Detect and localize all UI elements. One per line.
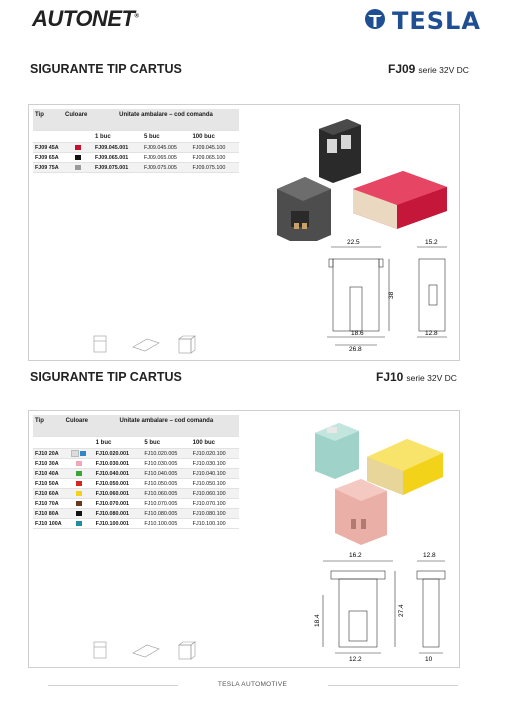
fuse-pink-icon: [335, 479, 387, 545]
dimension-drawing-fj09: [319, 237, 459, 353]
dim-side-top: 15.2: [425, 239, 438, 246]
autonet-logo: AUTONET®: [32, 6, 139, 31]
fuse-red-icon: [353, 171, 447, 229]
color-swatch: [75, 145, 81, 150]
fuse-teal-icon: [315, 423, 359, 479]
col-group: Unitate ambalare – cod comanda: [93, 109, 239, 131]
col-1buc: 1 buc: [94, 437, 143, 449]
color-swatch: [76, 481, 82, 486]
table-row: FJ10 100A FJ10.100.001 FJ10.100.005 FJ10.100.100: [33, 519, 239, 529]
table-row: FJ10 70A FJ10.070.001 FJ10.070.005 FJ10.070.100: [33, 499, 239, 509]
tesla-globe-icon: [364, 8, 386, 30]
color-swatch: [80, 451, 86, 456]
dim-side-bottom: 12.8: [425, 330, 438, 337]
table-row: FJ10 20A FJ10.020.001 FJ10.020.005 FJ10.020.100: [33, 449, 239, 459]
dim-side-top: 12.8: [423, 552, 436, 559]
dim-width-inner: 18.6: [351, 330, 364, 337]
dim-height-right: 27.4: [398, 604, 405, 617]
color-swatch: [75, 165, 81, 170]
color-swatch: [76, 511, 82, 516]
col-100buc: 100 buc: [191, 437, 239, 449]
fuse-photo-fj09: [269, 111, 459, 241]
color-swatch: [76, 471, 82, 476]
dim-width-bottom: 26.8: [349, 346, 362, 353]
front-view-icon: [94, 642, 106, 658]
table-row: FJ09 65A FJ09.065.001 FJ09.065.005 FJ09.065.100: [33, 153, 239, 163]
side-view-icon: [133, 645, 159, 657]
footer-text: TESLA AUTOMOTIVE: [217, 681, 288, 688]
product-table-fj10: [33, 415, 239, 529]
front-view-icon: [94, 336, 106, 352]
col-color: Culoare: [63, 109, 93, 131]
col-group: Unitate ambalare – cod comanda: [94, 415, 239, 437]
table-row: FJ10 30A FJ10.030.001 FJ10.030.005 FJ10.030.100: [33, 459, 239, 469]
product-panel-fj10: [28, 410, 460, 668]
color-swatch: [76, 501, 82, 506]
col-tip: Tip: [33, 415, 64, 437]
section-title-fj10: SIGURANTE TIP CARTUS: [30, 370, 182, 384]
product-panel-fj09: [28, 104, 460, 361]
fuse-yellow-icon: [367, 439, 443, 495]
col-color: Culoare: [64, 415, 94, 437]
section-code-fj09: FJ09 serie 32V DC: [388, 62, 469, 76]
col-1buc: 1 buc: [93, 131, 142, 143]
table-row: FJ09 45A FJ09.045.001 FJ09.045.005 FJ09.045.100: [33, 143, 239, 153]
table-row: FJ10 40A FJ10.040.001 FJ10.040.005 FJ10.040.100: [33, 469, 239, 479]
section-title-fj09: SIGURANTE TIP CARTUS: [30, 62, 182, 76]
col-tip: Tip: [33, 109, 63, 131]
dim-height: 38: [388, 291, 395, 299]
color-swatch: [71, 450, 79, 457]
view-icons-fj10: [91, 639, 201, 661]
dim-width-bottom: 12.2: [349, 656, 362, 661]
table-row: FJ10 60A FJ10.060.001 FJ10.060.005 FJ10.060.100: [33, 489, 239, 499]
side-view-icon: [133, 339, 159, 351]
product-table-fj09: [33, 109, 239, 173]
fuse-black-top-icon: [319, 119, 361, 183]
color-swatch: [76, 521, 82, 526]
section-code-fj10: FJ10 serie 32V DC: [376, 370, 457, 384]
tesla-logo-text: TESLA: [392, 7, 481, 35]
table-row: FJ10 50A FJ10.050.001 FJ10.050.005 FJ10.050.100: [33, 479, 239, 489]
dim-side-bottom: 10: [425, 656, 433, 661]
table-row: FJ09 75A FJ09.075.001 FJ09.075.005 FJ09.075.100: [33, 163, 239, 173]
color-swatch: [75, 155, 81, 160]
dimension-drawing-fj10: [309, 545, 459, 661]
fuse-photo-fj10: [295, 417, 459, 547]
color-swatch: [76, 461, 82, 466]
color-swatch: [76, 491, 82, 496]
dim-width-top: 16.2: [349, 552, 362, 559]
col-100buc: 100 buc: [190, 131, 239, 143]
fuse-gray-icon: [277, 177, 331, 241]
col-5buc: 5 buc: [142, 437, 190, 449]
table-row: FJ10 80A FJ10.080.001 FJ10.080.005 FJ10.080.100: [33, 509, 239, 519]
dim-width-top: 22.5: [347, 239, 360, 246]
dim-height-left: 18.4: [314, 614, 321, 627]
col-5buc: 5 buc: [142, 131, 191, 143]
view-icons-fj09: [91, 333, 201, 355]
